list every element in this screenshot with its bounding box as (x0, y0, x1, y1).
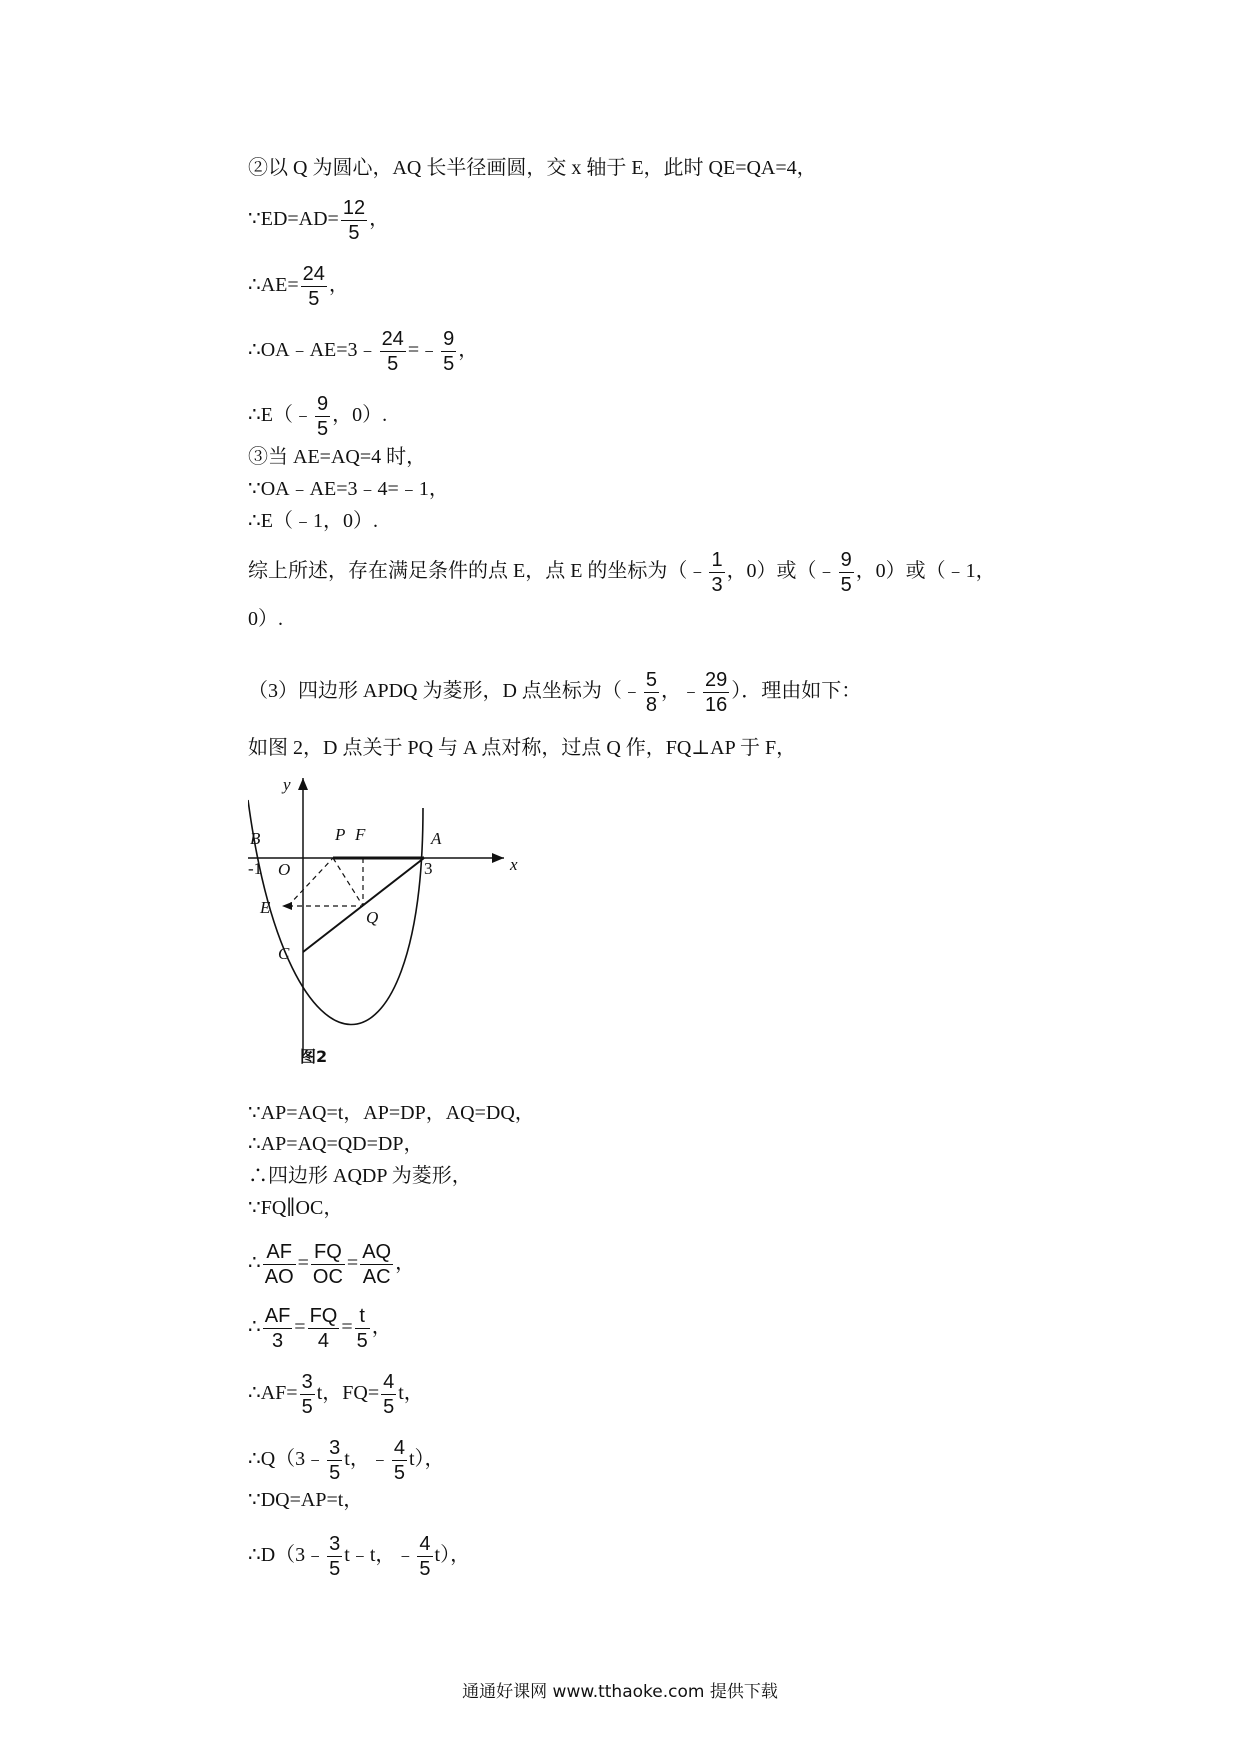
fraction: $\frac{5}{8}$ (645, 669, 658, 716)
fraction: $\frac{AQ}{AC}$ (362, 1241, 392, 1288)
page-footer: 通通好课网 www.tthaoke.com 提供下载 (462, 1682, 778, 1702)
fraction: $\frac{9}{5}$ (443, 328, 455, 375)
label-a: A (431, 829, 442, 848)
fraction: $\frac{9}{5}$ (316, 393, 329, 440)
text-line: ∵DQ=AP=t， (248, 1489, 364, 1511)
math-line: 综上所述，存在满足条件的点 E，点 E 的坐标为（﹣ $\frac{1}{3}$ ，0）或（﹣ $\frac{9}{5}$ ，0）或（﹣1， (248, 549, 996, 596)
dashed-pq (333, 858, 363, 906)
math-line: ∴ $\frac{AF}{3}$ = $\frac{FQ}{4}$ = $\frac{t}{5}$ ， (248, 1305, 392, 1352)
math-line: ∴OA﹣AE=3﹣ $\frac{24}{5}$ =﹣ $\frac{9}{5}$ ， (248, 328, 479, 375)
math-line: ∵ED=AD= $\frac{12}{5}$ ， (248, 197, 390, 244)
label-p: P (335, 825, 346, 844)
math-line: ∴AF= $\frac{3}{5}$ t，FQ= $\frac{4}{5}$ t， (248, 1371, 424, 1418)
figure-caption: 图2 (300, 1047, 328, 1066)
label-minus1: -1 (248, 859, 263, 878)
text-line: ∵OA﹣AE=3﹣4=﹣1， (248, 478, 449, 500)
parabola-figure (248, 778, 528, 1078)
fraction: $\frac{12}{5}$ (342, 197, 366, 244)
label-c: C (278, 944, 290, 963)
label-q: Q (366, 908, 379, 927)
math-line: ∴D（3﹣ $\frac{3}{5}$ t﹣t，﹣ $\frac{4}{5}$ t）， (248, 1533, 471, 1580)
text-line: ∵AP=AQ=t，AP=DP，AQ=DQ， (248, 1102, 535, 1124)
math-line: ∴AE= $\frac{24}{5}$ ， (248, 263, 349, 310)
label-o: O (278, 860, 291, 879)
fraction: $\frac{3}{5}$ (329, 1437, 341, 1484)
fraction: $\frac{AF}{3}$ (264, 1305, 291, 1352)
label-e: E (260, 898, 271, 917)
label-3: 3 (424, 859, 433, 878)
fraction: $\frac{24}{5}$ (302, 263, 325, 310)
math-line: ∴E（﹣ $\frac{9}{5}$ ，0）. (248, 393, 388, 440)
dashed-op (288, 858, 333, 906)
fraction: $\frac{FQ}{4}$ (309, 1305, 338, 1352)
fraction: $\frac{4}{5}$ (393, 1437, 405, 1484)
text-line: ∴E（﹣1，0）. (248, 510, 378, 532)
x-axis-arrow (492, 853, 504, 863)
label-x: x (510, 855, 518, 874)
text-line: 如图 2，D 点关于 PQ 与 A 点对称，过点 Q 作，FQ⊥AP 于 F， (248, 737, 797, 759)
fraction: $\frac{24}{5}$ (381, 328, 404, 375)
fraction: $\frac{29}{16}$ (705, 669, 728, 716)
math-line: ∴Q（3﹣ $\frac{3}{5}$ t，﹣ $\frac{4}{5}$ t）， (248, 1437, 445, 1484)
fraction: $\frac{4}{5}$ (419, 1533, 431, 1580)
fraction: $\frac{3}{5}$ (301, 1371, 313, 1418)
math-line: （3）四边形 APDQ 为菱形，D 点坐标为（﹣ $\frac{5}{8}$ ，﹣ $\frac{29}{16}$ ）．理由如下： (248, 669, 862, 716)
y-axis-arrow (298, 778, 308, 790)
fraction: $\frac{3}{5}$ (329, 1533, 341, 1580)
fraction: $\frac{4}{5}$ (383, 1371, 395, 1418)
fraction: $\frac{9}{5}$ (840, 549, 852, 596)
text-line: ③当 AE=AQ=4 时， (248, 446, 427, 468)
fraction: $\frac{AF}{AO}$ (264, 1241, 294, 1288)
text-line: ∵FQ∥OC， (248, 1197, 344, 1219)
label-b: B (250, 829, 261, 848)
math-line: ∴ $\frac{AF}{AO}$ = $\frac{FQ}{OC}$ = $\frac{AQ}{AC}$ ， (248, 1241, 416, 1288)
label-f: F (355, 825, 366, 844)
text-line: ②以 Q 为圆心，AQ 长半径画圆，交 x 轴于 E，此时 QE=QA=4， (248, 157, 817, 179)
text-line: 0）. (248, 608, 283, 630)
fraction: $\frac{1}{3}$ (711, 549, 723, 596)
label-y: y (283, 778, 291, 794)
fraction: $\frac{t}{5}$ (356, 1305, 368, 1352)
text-line: ∴四边形 AQDP 为菱形， (248, 1165, 472, 1187)
text-line: ∴AP=AQ=QD=DP， (248, 1133, 424, 1155)
fraction: $\frac{FQ}{OC}$ (312, 1241, 343, 1288)
